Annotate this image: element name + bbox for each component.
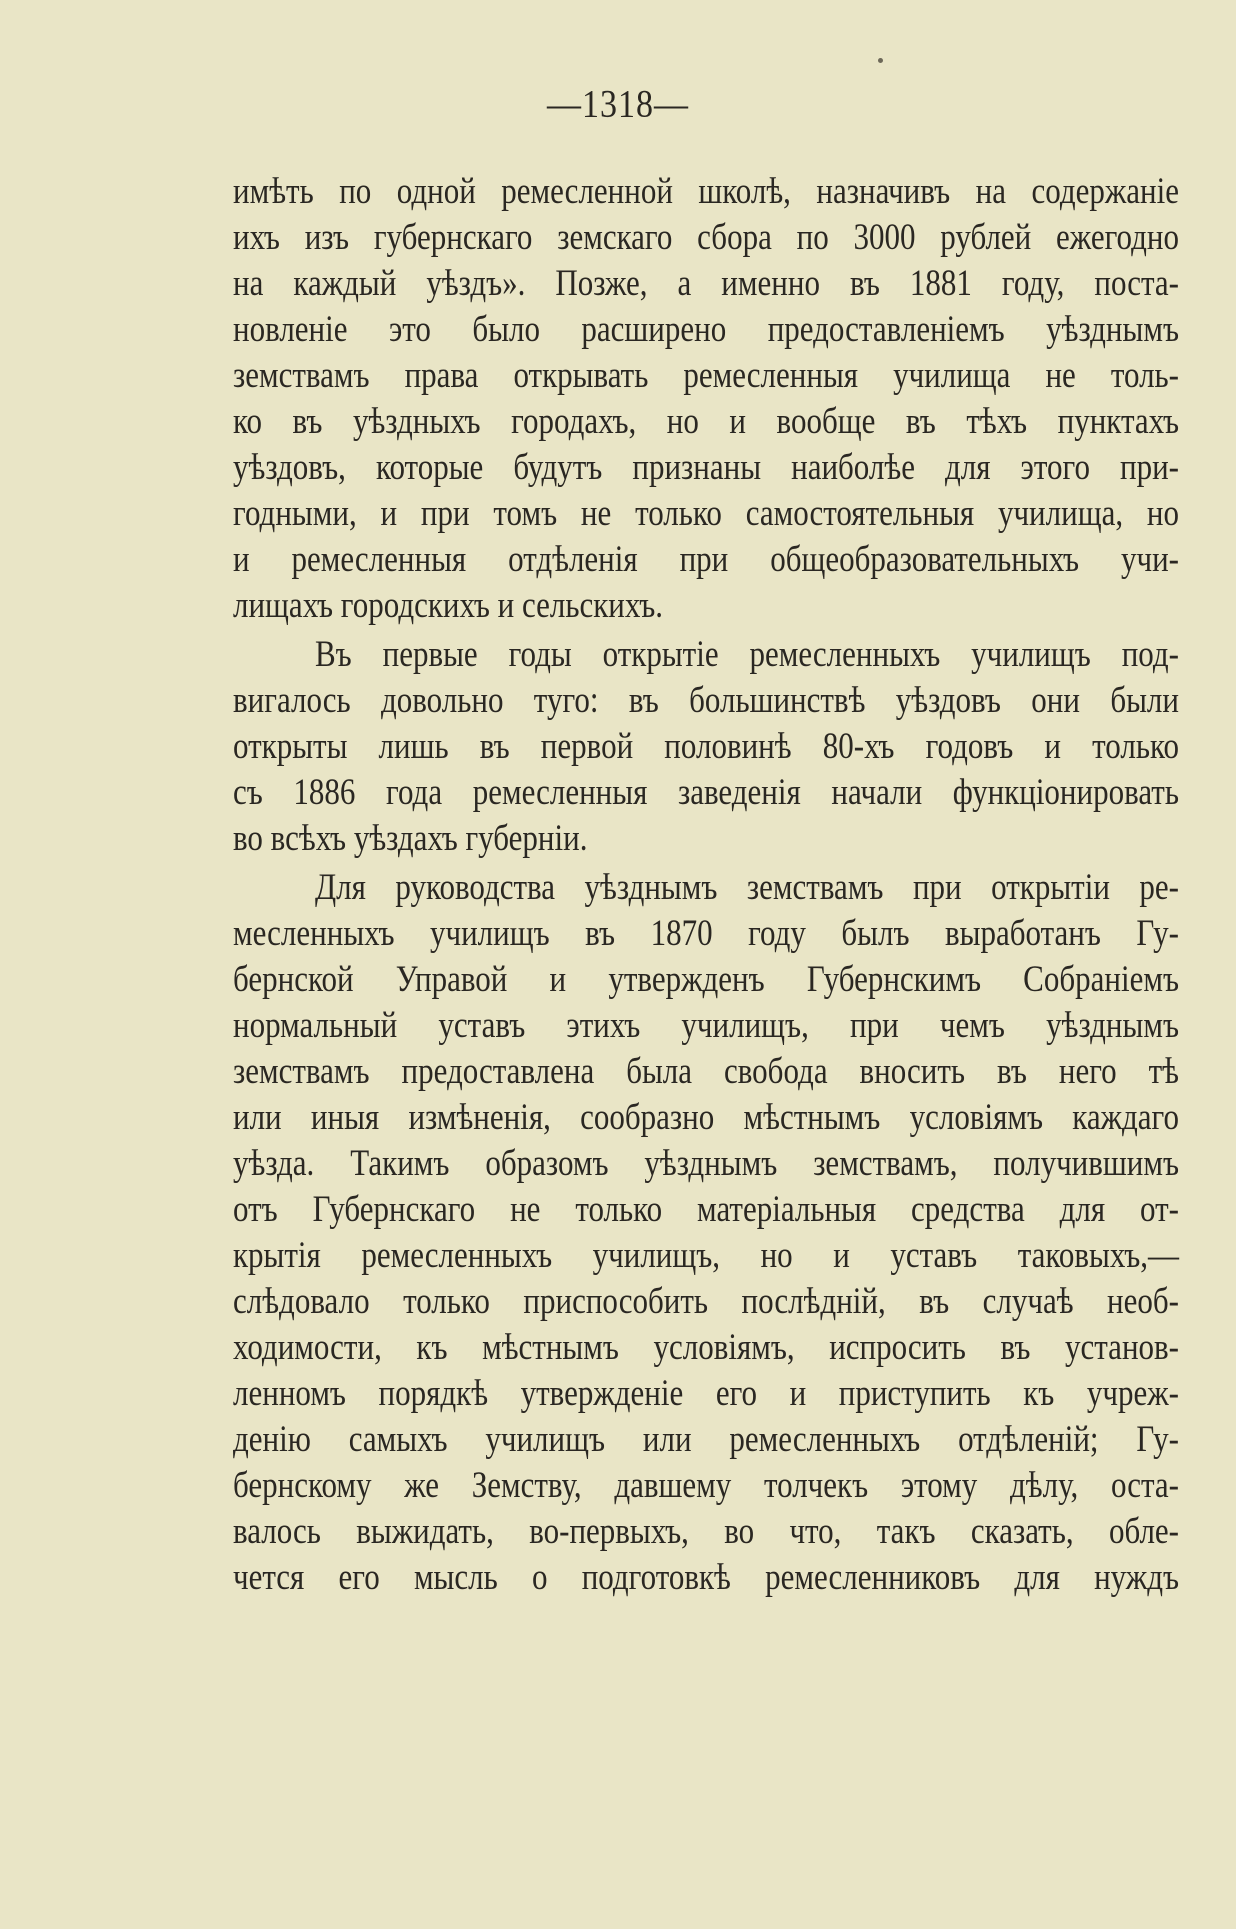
text-line: уѣздовъ, которые будутъ признаны наиболѣе для этого при-	[233, 445, 1179, 488]
text-line: земствамъ предоставлена была свобода вносить въ него тѣ	[233, 1049, 1179, 1092]
paragraph	[233, 864, 1179, 1600]
paragraph	[233, 631, 1179, 861]
text-line: во всѣхъ уѣздахъ губерніи.	[233, 816, 588, 859]
text-line: уѣзда. Такимъ образомъ уѣзднымъ земствамъ, получившимъ	[233, 1141, 1179, 1184]
text-line: крытія ремесленныхъ училищъ, но и уставъ таковыхъ,—	[233, 1233, 1179, 1276]
text-line: открыты лишь въ первой половинѣ 80-хъ годовъ и только	[233, 724, 1179, 767]
text-line: валось выжидать, во-первыхъ, во что, такъ сказать, обле-	[233, 1509, 1179, 1552]
text-line: бернскому же Земству, давшему толчекъ этому дѣлу, оста-	[233, 1463, 1179, 1506]
text-line: ко въ уѣздныхъ городахъ, но и вообще въ тѣхъ пунктахъ	[233, 399, 1179, 442]
paragraph	[233, 168, 1179, 628]
text-line: съ 1886 года ремесленныя заведенія начали функціонировать	[233, 770, 1179, 813]
ink-speck	[878, 58, 883, 63]
text-line: и ремесленныя отдѣленія при общеобразовательныхъ учи-	[233, 537, 1179, 580]
text-line: лищахъ городскихъ и сельскихъ.	[233, 583, 663, 626]
text-line: месленныхъ училищъ въ 1870 году былъ выработанъ Гу-	[233, 911, 1179, 954]
text-line: Для руководства уѣзднымъ земствамъ при открытіи ре-	[315, 865, 1179, 908]
page-number: —1318—	[547, 83, 689, 126]
text-line: нормальный уставъ этихъ училищъ, при чемъ уѣзднымъ	[233, 1003, 1179, 1046]
text-line: бернской Управой и утвержденъ Губернскимъ Собраніемъ	[233, 957, 1179, 1000]
text-line: земствамъ права открывать ремесленныя училища не толь-	[233, 353, 1179, 396]
body-text	[233, 168, 1179, 1603]
text-line: чется его мысль о подготовкѣ ремесленниковъ для нуждъ	[233, 1555, 1179, 1598]
text-line: ходимости, къ мѣстнымъ условіямъ, испросить въ установ-	[233, 1325, 1179, 1368]
text-line: вигалось довольно туго: въ большинствѣ уѣздовъ они были	[233, 678, 1179, 721]
text-line: годными, и при томъ не только самостоятельныя училища, но	[233, 491, 1179, 534]
text-line: или иныя измѣненія, сообразно мѣстнымъ условіямъ каждаго	[233, 1095, 1179, 1138]
text-line: слѣдовало только приспособить послѣдній, въ случаѣ необ-	[233, 1279, 1179, 1322]
text-line: имѣть по одной ремесленной школѣ, назначивъ на содержаніе	[233, 169, 1179, 212]
text-line: отъ Губернскаго не только матеріальныя средства для от-	[233, 1187, 1179, 1230]
text-line: ленномъ порядкѣ утвержденіе его и приступить къ учреж-	[233, 1371, 1179, 1414]
text-line: на каждый уѣздъ». Позже, а именно въ 1881 году, поста-	[233, 261, 1179, 304]
text-line: Въ первые годы открытіе ремесленныхъ училищъ под-	[315, 632, 1179, 675]
text-line: денію самыхъ училищъ или ремесленныхъ отдѣленій; Гу-	[233, 1417, 1179, 1460]
text-line: ихъ изъ губернскаго земскаго сбора по 3000 рублей ежегодно	[233, 215, 1179, 258]
text-line: новленіе это было расширено предоставленіемъ уѣзднымъ	[233, 307, 1179, 350]
